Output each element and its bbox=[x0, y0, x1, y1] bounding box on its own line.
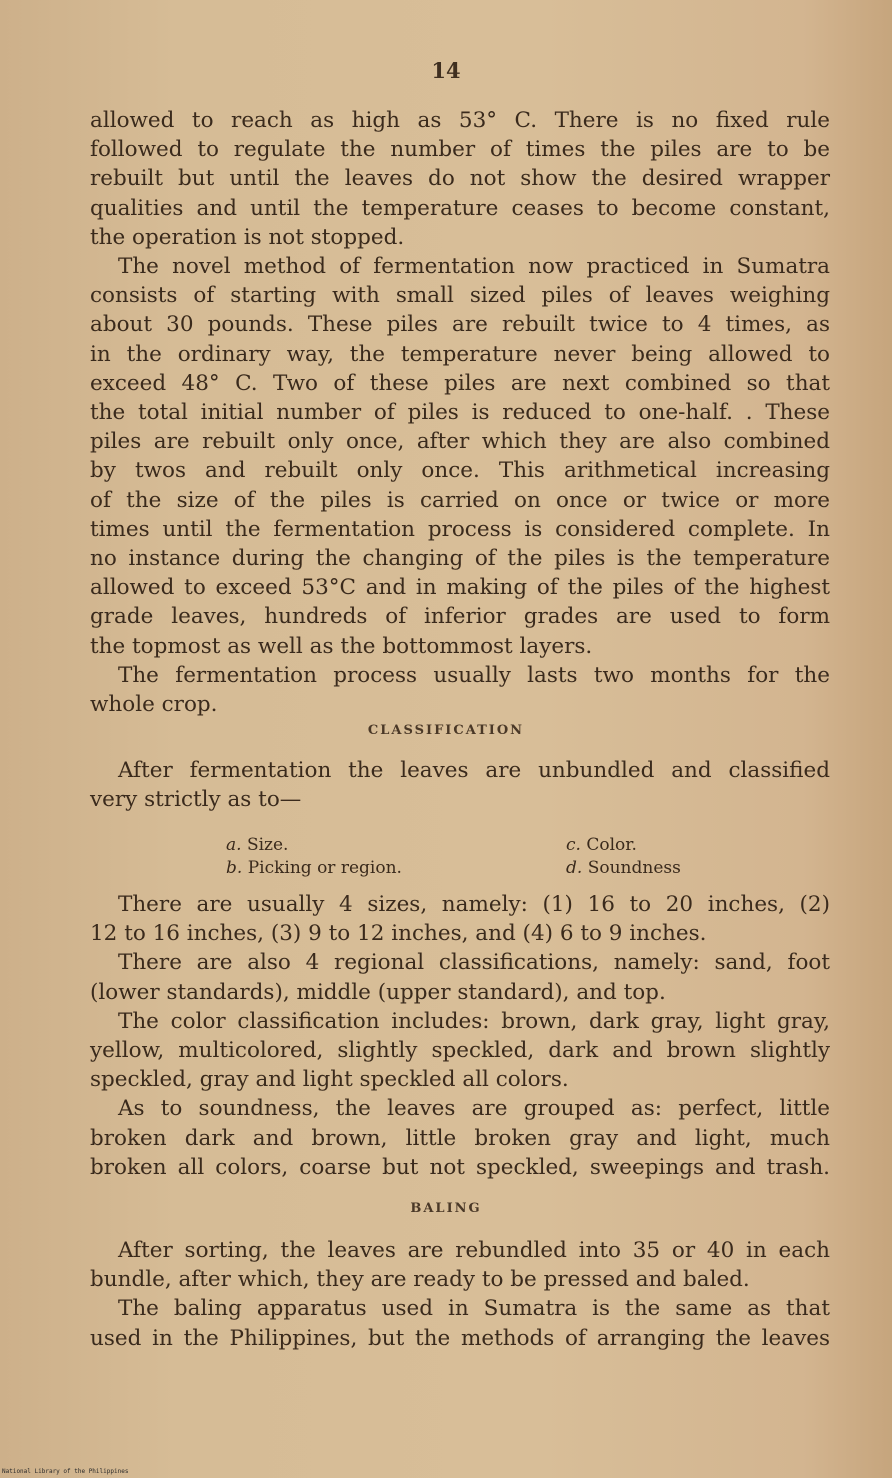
text-line: The color classification includes: brown, dark gray, light gray, bbox=[118, 1008, 830, 1034]
classification-list bbox=[226, 834, 726, 880]
text-line: times until the fermentation process is considered complete. In bbox=[90, 516, 830, 542]
text-line: allowed to exceed 53°C and in making of the piles of the highest bbox=[90, 575, 830, 601]
text-line: no instance during the changing of the piles is the temperature bbox=[90, 546, 830, 572]
text-line: After fermentation the leaves are unbundled and classified bbox=[118, 758, 830, 783]
list-item bbox=[226, 857, 566, 880]
list-key: d. bbox=[566, 858, 583, 878]
text-line: The novel method of fermentation now practiced in Sumatra bbox=[118, 254, 830, 280]
text-line: broken dark and brown, little broken gray and light, much bbox=[90, 1125, 830, 1151]
text-line: broken all colors, coarse but not speckled, sweepings and trash. bbox=[90, 1154, 830, 1180]
text-line: about 30 pounds. These piles are rebuilt twice to 4 times, as bbox=[90, 312, 830, 338]
paragraph-classification-details bbox=[90, 890, 830, 1182]
paragraph-fermentation bbox=[90, 106, 830, 719]
section-heading-classification: CLASSIFICATION bbox=[367, 723, 525, 738]
text-line: qualities and until the temperature ceases to become constant, bbox=[90, 195, 830, 221]
list-key: c. bbox=[566, 835, 581, 855]
text-line: of the size of the piles is carried on once or twice or more bbox=[90, 487, 830, 513]
text-line: the total initial number of piles is reduced to one-half. . These bbox=[90, 400, 830, 426]
text-line: very strictly as to— bbox=[90, 787, 302, 813]
list-text: Soundness bbox=[587, 858, 681, 878]
text-line: the topmost as well as the bottommost layers. bbox=[90, 633, 593, 659]
text-line: followed to regulate the number of times the piles are to be bbox=[90, 137, 830, 163]
library-footer: National Library of the Philippines bbox=[2, 1468, 129, 1475]
paragraph-baling bbox=[90, 1236, 830, 1353]
paragraph-classification-intro bbox=[90, 756, 830, 814]
list-row bbox=[226, 857, 726, 880]
text-line: speckled, gray and light speckled all colors. bbox=[90, 1067, 569, 1093]
page-number: 14 bbox=[431, 58, 461, 83]
text-line: yellow, multicolored, slightly speckled, dark and brown slightly bbox=[90, 1038, 830, 1064]
text-line: used in the Philippines, but the methods of arranging the leaves bbox=[90, 1325, 830, 1351]
text-line: The fermentation process usually lasts two months for the bbox=[118, 662, 830, 688]
text-line: There are usually 4 sizes, namely: (1) 16 to 20 inches, (2) bbox=[118, 892, 830, 917]
text-line: by twos and rebuilt only once. This arithmetical increasing bbox=[90, 458, 830, 484]
text-line: 12 to 16 inches, (3) 9 to 12 inches, and (4) 6 to 9 inches. bbox=[90, 921, 707, 947]
text-line: As to soundness, the leaves are grouped as: perfect, little bbox=[118, 1096, 830, 1122]
list-item bbox=[226, 834, 566, 857]
text-line: whole crop. bbox=[90, 692, 218, 718]
text-line: piles are rebuilt only once, after which they are also combined bbox=[90, 429, 830, 455]
text-line: grade leaves, hundreds of inferior grades are used to form bbox=[90, 604, 830, 630]
text-line: After sorting, the leaves are rebundled into 35 or 40 in each bbox=[118, 1238, 830, 1263]
list-item bbox=[566, 857, 681, 880]
list-key: a. bbox=[226, 835, 242, 855]
text-line: There are also 4 regional classifications, namely: sand, foot bbox=[118, 950, 830, 976]
text-line: allowed to reach as high as 53° C. There is no fixed rule bbox=[90, 108, 830, 133]
text-line: (lower standards), middle (upper standard), and top. bbox=[90, 979, 666, 1005]
text-line: rebuilt but until the leaves do not show the desired wrapper bbox=[90, 166, 830, 192]
list-item bbox=[566, 834, 637, 857]
list-key: b. bbox=[226, 858, 243, 878]
text-line: in the ordinary way, the temperature never being allowed to bbox=[90, 341, 830, 367]
list-text: Size. bbox=[246, 835, 289, 855]
list-row bbox=[226, 834, 726, 857]
list-text: Picking or region. bbox=[247, 858, 402, 878]
section-heading-baling: BALING bbox=[410, 1201, 482, 1216]
text-line: The baling apparatus used in Sumatra is the same as that bbox=[118, 1296, 830, 1322]
text-line: exceed 48° C. Two of these piles are next combined so that bbox=[90, 370, 830, 396]
text-line: bundle, after which, they are ready to be pressed and baled. bbox=[90, 1267, 750, 1293]
list-text: Color. bbox=[586, 835, 637, 855]
text-line: the operation is not stopped. bbox=[90, 224, 405, 250]
text-line: consists of starting with small sized piles of leaves weighing bbox=[90, 283, 830, 309]
